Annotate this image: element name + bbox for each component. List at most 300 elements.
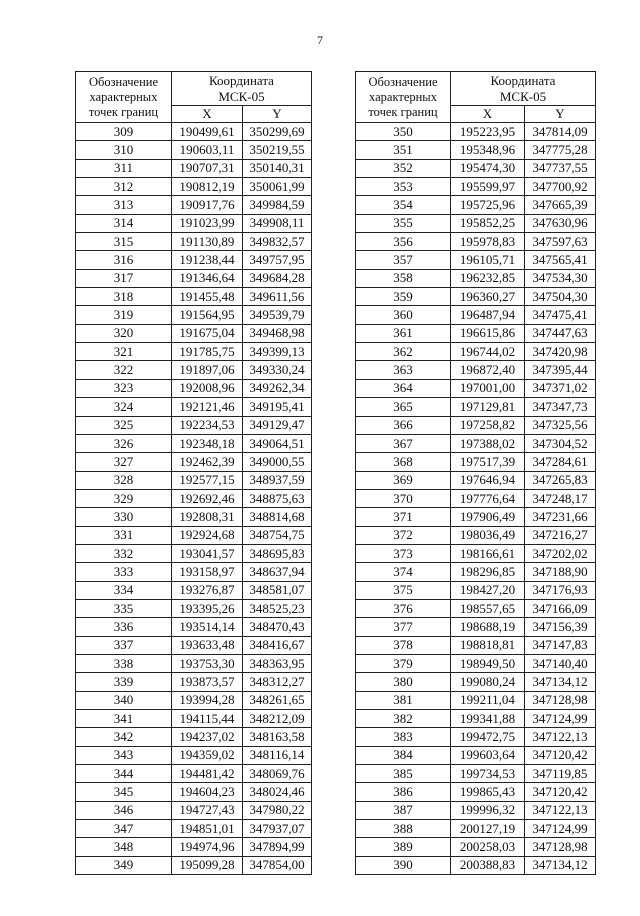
y-coordinate-cell: 347597,63 [525,233,596,251]
y-coordinate-cell: 347665,39 [525,196,596,214]
y-coordinate-cell: 349468,98 [243,324,312,342]
x-coordinate-cell: 190499,61 [172,123,243,141]
point-number-cell: 388 [356,820,451,838]
point-number-cell: 387 [356,801,451,819]
point-number-cell: 319 [76,306,172,324]
x-coordinate-cell: 200127,19 [451,820,525,838]
point-number-cell: 389 [356,838,451,856]
table-row [356,434,596,452]
y-coordinate-cell: 348024,46 [243,783,312,801]
x-coordinate-cell: 198296,85 [451,563,525,581]
point-number-cell: 376 [356,599,451,617]
point-number-cell: 312 [76,178,172,196]
table-row [356,654,596,672]
y-coordinate-cell: 348695,83 [243,544,312,562]
point-label-header [356,72,451,123]
table-row [76,251,312,269]
y-coordinate-cell: 347128,98 [525,691,596,709]
point-number-cell: 350 [356,123,451,141]
table-row [356,233,596,251]
point-number-cell: 357 [356,251,451,269]
x-coordinate-cell: 192348,18 [172,434,243,452]
table-row [356,691,596,709]
y-coordinate-cell: 349262,34 [243,379,312,397]
x-coordinate-cell: 192462,39 [172,453,243,471]
y-coordinate-cell: 347395,44 [525,361,596,379]
point-number-cell: 322 [76,361,172,379]
table-row [76,563,312,581]
y-coordinate-cell: 347176,93 [525,581,596,599]
point-label-line-1: Обозначение [88,74,159,89]
y-coordinate-cell: 348754,75 [243,526,312,544]
x-coordinate-cell: 195978,83 [451,233,525,251]
x-coordinate-cell: 198949,50 [451,654,525,672]
x-coordinate-cell: 196615,86 [451,324,525,342]
y-coordinate-cell: 347447,63 [525,324,596,342]
x-coordinate-cell: 190603,11 [172,141,243,159]
x-coordinate-cell: 199211,04 [451,691,525,709]
point-number-cell: 352 [356,159,451,177]
x-coordinate-cell: 194115,44 [172,710,243,728]
x-coordinate-cell: 195348,96 [451,141,525,159]
y-coordinate-cell: 347420,98 [525,343,596,361]
x-coordinate-cell: 198166,61 [451,544,525,562]
y-coordinate-cell: 349684,28 [243,269,312,287]
table-row [356,526,596,544]
table-row [76,343,312,361]
x-coordinate-cell: 196487,94 [451,306,525,324]
x-coordinate-cell: 191897,06 [172,361,243,379]
point-number-cell: 321 [76,343,172,361]
point-label-header [76,72,172,123]
point-label-line-2: характерных [89,89,158,104]
x-coordinate-cell: 192924,68 [172,526,243,544]
y-coordinate-cell: 348163,58 [243,728,312,746]
x-coordinate-cell: 194237,02 [172,728,243,746]
point-number-cell: 385 [356,765,451,783]
point-number-cell: 390 [356,856,451,874]
x-coordinate-cell: 195474,30 [451,159,525,177]
y-coordinate-cell: 347147,83 [525,636,596,654]
y-coordinate-cell: 349129,47 [243,416,312,434]
table-row [76,233,312,251]
table-row [76,141,312,159]
y-coordinate-cell: 349984,59 [243,196,312,214]
x-coordinate-cell: 194851,01 [172,820,243,838]
y-coordinate-cell: 347775,28 [525,141,596,159]
table-row [356,508,596,526]
point-number-cell: 331 [76,526,172,544]
x-coordinate-cell: 197258,82 [451,416,525,434]
y-coordinate-cell: 347284,61 [525,453,596,471]
x-coordinate-cell: 196360,27 [451,288,525,306]
table-row [76,269,312,287]
table-row [356,306,596,324]
x-coordinate-cell: 197906,49 [451,508,525,526]
x-coordinate-cell: 191564,95 [172,306,243,324]
table-row [76,453,312,471]
x-coordinate-cell: 197776,64 [451,489,525,507]
table-row [356,416,596,434]
y-coordinate-cell: 349757,95 [243,251,312,269]
y-coordinate-cell: 347124,99 [525,820,596,838]
x-coordinate-cell: 196744,02 [451,343,525,361]
point-number-cell: 341 [76,710,172,728]
point-number-cell: 364 [356,379,451,397]
table-row [76,856,312,874]
y-coordinate-cell: 347231,66 [525,508,596,526]
y-coordinate-cell: 348116,14 [243,746,312,764]
point-number-cell: 359 [356,288,451,306]
x-coordinate-cell: 199996,32 [451,801,525,819]
x-coordinate-cell: 195725,96 [451,196,525,214]
table-row [76,746,312,764]
x-coordinate-cell: 197388,02 [451,434,525,452]
y-coordinate-cell: 349399,13 [243,343,312,361]
table-row [356,123,596,141]
y-coordinate-cell: 347134,12 [525,856,596,874]
y-coordinate-cell: 347188,90 [525,563,596,581]
x-coordinate-cell: 191023,99 [172,214,243,232]
table-row [356,288,596,306]
point-number-cell: 328 [76,471,172,489]
table-row [76,673,312,691]
point-number-cell: 380 [356,673,451,691]
table-row [356,251,596,269]
y-column-header: Y [243,106,312,123]
point-number-cell: 368 [356,453,451,471]
point-label-line-1: Обозначение [368,74,438,89]
point-number-cell: 353 [356,178,451,196]
x-coordinate-cell: 192577,15 [172,471,243,489]
x-coordinate-cell: 195852,25 [451,214,525,232]
y-coordinate-cell: 347814,09 [525,123,596,141]
x-coordinate-cell: 193041,57 [172,544,243,562]
table-row [356,471,596,489]
y-coordinate-cell: 347134,12 [525,673,596,691]
x-coordinate-cell: 193873,57 [172,673,243,691]
table-row [356,581,596,599]
x-coordinate-cell: 199341,88 [451,710,525,728]
x-coordinate-cell: 197129,81 [451,398,525,416]
point-number-cell: 377 [356,618,451,636]
table-row [76,765,312,783]
y-coordinate-cell: 349539,79 [243,306,312,324]
point-number-cell: 332 [76,544,172,562]
y-coordinate-cell: 348470,43 [243,618,312,636]
x-coordinate-cell: 191130,89 [172,233,243,251]
table-row [356,710,596,728]
table-row [76,306,312,324]
x-coordinate-cell: 195099,28 [172,856,243,874]
x-coordinate-cell: 191238,44 [172,251,243,269]
y-column-header: Y [525,106,596,123]
y-coordinate-cell: 350299,69 [243,123,312,141]
y-coordinate-cell: 348261,65 [243,691,312,709]
y-coordinate-cell: 347202,02 [525,544,596,562]
x-coordinate-cell: 199472,75 [451,728,525,746]
x-coordinate-cell: 199080,24 [451,673,525,691]
table-row [356,636,596,654]
y-coordinate-cell: 347120,42 [525,746,596,764]
point-number-cell: 327 [76,453,172,471]
y-coordinate-cell: 348312,27 [243,673,312,691]
point-number-cell: 326 [76,434,172,452]
y-coordinate-cell: 347565,41 [525,251,596,269]
table-row [76,838,312,856]
point-number-cell: 324 [76,398,172,416]
point-number-cell: 360 [356,306,451,324]
x-coordinate-cell: 193994,28 [172,691,243,709]
table-row [356,489,596,507]
point-number-cell: 367 [356,434,451,452]
point-number-cell: 333 [76,563,172,581]
x-coordinate-cell: 196105,71 [451,251,525,269]
x-coordinate-cell: 197001,00 [451,379,525,397]
table-row [76,416,312,434]
y-coordinate-cell: 348069,76 [243,765,312,783]
y-coordinate-cell: 348525,23 [243,599,312,617]
point-number-cell: 318 [76,288,172,306]
point-number-cell: 345 [76,783,172,801]
point-number-cell: 384 [356,746,451,764]
y-coordinate-cell: 348637,94 [243,563,312,581]
x-coordinate-cell: 196232,85 [451,269,525,287]
y-coordinate-cell: 348212,09 [243,710,312,728]
x-coordinate-cell: 200388,83 [451,856,525,874]
coordinate-label-line-1: Координата [209,72,274,88]
y-coordinate-cell: 347534,30 [525,269,596,287]
x-coordinate-cell: 190917,76 [172,196,243,214]
table-row [356,269,596,287]
left-table-body [76,123,312,875]
point-number-cell: 372 [356,526,451,544]
x-column-header: X [172,106,243,123]
y-coordinate-cell: 347737,55 [525,159,596,177]
point-number-cell: 355 [356,214,451,232]
x-coordinate-cell: 190707,31 [172,159,243,177]
point-number-cell: 381 [356,691,451,709]
point-number-cell: 309 [76,123,172,141]
table-row [76,379,312,397]
y-coordinate-cell: 350140,31 [243,159,312,177]
point-number-cell: 379 [356,654,451,672]
x-coordinate-cell: 193276,87 [172,581,243,599]
coordinates-table-right [355,71,596,875]
table-row [76,691,312,709]
table-row [76,214,312,232]
y-coordinate-cell: 347122,13 [525,728,596,746]
x-coordinate-cell: 194974,96 [172,838,243,856]
y-coordinate-cell: 347124,99 [525,710,596,728]
x-coordinate-cell: 193753,30 [172,654,243,672]
x-coordinate-cell: 192234,53 [172,416,243,434]
table-row [356,178,596,196]
x-column-header: X [451,106,525,123]
y-coordinate-cell: 348416,67 [243,636,312,654]
table-row [76,123,312,141]
point-number-cell: 310 [76,141,172,159]
x-coordinate-cell: 194359,02 [172,746,243,764]
table-row [76,398,312,416]
y-coordinate-cell: 348937,59 [243,471,312,489]
x-coordinate-cell: 197517,39 [451,453,525,471]
table-row [76,159,312,177]
y-coordinate-cell: 347630,96 [525,214,596,232]
point-number-cell: 375 [356,581,451,599]
table-row [76,178,312,196]
point-number-cell: 343 [76,746,172,764]
table-row [76,599,312,617]
point-number-cell: 356 [356,233,451,251]
table-row [356,379,596,397]
y-coordinate-cell: 347216,27 [525,526,596,544]
table-row [76,471,312,489]
point-number-cell: 320 [76,324,172,342]
table-row [356,599,596,617]
y-coordinate-cell: 347122,13 [525,801,596,819]
coordinates-table-left [75,71,312,875]
point-number-cell: 347 [76,820,172,838]
point-number-cell: 370 [356,489,451,507]
table-row [76,654,312,672]
coordinate-label-line-1: Координата [490,72,556,88]
table-row [76,508,312,526]
y-coordinate-cell: 347140,40 [525,654,596,672]
point-number-cell: 362 [356,343,451,361]
point-number-cell: 374 [356,563,451,581]
x-coordinate-cell: 193514,14 [172,618,243,636]
right-table-body [356,123,596,875]
y-coordinate-cell: 350061,99 [243,178,312,196]
point-number-cell: 336 [76,618,172,636]
y-coordinate-cell: 347166,09 [525,599,596,617]
point-number-cell: 373 [356,544,451,562]
x-coordinate-cell: 192008,96 [172,379,243,397]
table-row [76,581,312,599]
page-number: 7 [317,33,323,47]
point-number-cell: 354 [356,196,451,214]
x-coordinate-cell: 198036,49 [451,526,525,544]
table-row [356,618,596,636]
table-row [356,159,596,177]
x-coordinate-cell: 195599,97 [451,178,525,196]
y-coordinate-cell: 347304,52 [525,434,596,452]
y-coordinate-cell: 347128,98 [525,838,596,856]
y-coordinate-cell: 347371,02 [525,379,596,397]
table-row [76,544,312,562]
point-number-cell: 342 [76,728,172,746]
x-coordinate-cell: 198818,81 [451,636,525,654]
point-number-cell: 371 [356,508,451,526]
point-number-cell: 366 [356,416,451,434]
x-coordinate-cell: 194481,42 [172,765,243,783]
table-row [356,746,596,764]
point-number-cell: 358 [356,269,451,287]
point-label-line-2: характерных [369,89,437,104]
coordinate-label-line-2: МСК-05 [218,88,265,104]
x-coordinate-cell: 198427,20 [451,581,525,599]
y-coordinate-cell: 347475,41 [525,306,596,324]
point-number-cell: 344 [76,765,172,783]
point-number-cell: 314 [76,214,172,232]
point-number-cell: 334 [76,581,172,599]
point-number-cell: 339 [76,673,172,691]
point-number-cell: 330 [76,508,172,526]
y-coordinate-cell: 347325,56 [525,416,596,434]
table-row [76,526,312,544]
table-row [356,544,596,562]
point-number-cell: 315 [76,233,172,251]
point-number-cell: 340 [76,691,172,709]
coordinate-header [172,72,312,106]
table-row [356,214,596,232]
point-number-cell: 378 [356,636,451,654]
table-row [76,636,312,654]
table-row [356,398,596,416]
y-coordinate-cell: 347504,30 [525,288,596,306]
y-coordinate-cell: 347156,39 [525,618,596,636]
y-coordinate-cell: 347980,22 [243,801,312,819]
x-coordinate-cell: 192808,31 [172,508,243,526]
x-coordinate-cell: 192121,46 [172,398,243,416]
y-coordinate-cell: 349832,57 [243,233,312,251]
y-coordinate-cell: 349908,11 [243,214,312,232]
point-number-cell: 382 [356,710,451,728]
table-row [356,141,596,159]
table-row [76,820,312,838]
table-row [356,673,596,691]
point-number-cell: 349 [76,856,172,874]
point-number-cell: 337 [76,636,172,654]
table-row [76,783,312,801]
x-coordinate-cell: 198557,65 [451,599,525,617]
table-row [76,489,312,507]
point-number-cell: 363 [356,361,451,379]
y-coordinate-cell: 349330,24 [243,361,312,379]
y-coordinate-cell: 347854,00 [243,856,312,874]
table-row [356,343,596,361]
table-row [356,801,596,819]
table-row [76,801,312,819]
y-coordinate-cell: 347248,17 [525,489,596,507]
point-label-line-3: точек границ [88,104,159,119]
y-coordinate-cell: 347894,99 [243,838,312,856]
y-coordinate-cell: 348363,95 [243,654,312,672]
table-row [356,820,596,838]
coordinate-label-line-2: МСК-05 [499,88,547,104]
x-coordinate-cell: 193158,97 [172,563,243,581]
table-row [356,324,596,342]
y-coordinate-cell: 349064,51 [243,434,312,452]
x-coordinate-cell: 190812,19 [172,178,243,196]
y-coordinate-cell: 350219,55 [243,141,312,159]
point-number-cell: 311 [76,159,172,177]
x-coordinate-cell: 196872,40 [451,361,525,379]
x-coordinate-cell: 198688,19 [451,618,525,636]
x-coordinate-cell: 195223,95 [451,123,525,141]
x-coordinate-cell: 193633,48 [172,636,243,654]
table-row [356,765,596,783]
y-coordinate-cell: 349000,55 [243,453,312,471]
y-coordinate-cell: 348581,07 [243,581,312,599]
x-coordinate-cell: 191785,75 [172,343,243,361]
point-number-cell: 386 [356,783,451,801]
table-row [356,856,596,874]
table-row [356,783,596,801]
point-number-cell: 346 [76,801,172,819]
x-coordinate-cell: 192692,46 [172,489,243,507]
